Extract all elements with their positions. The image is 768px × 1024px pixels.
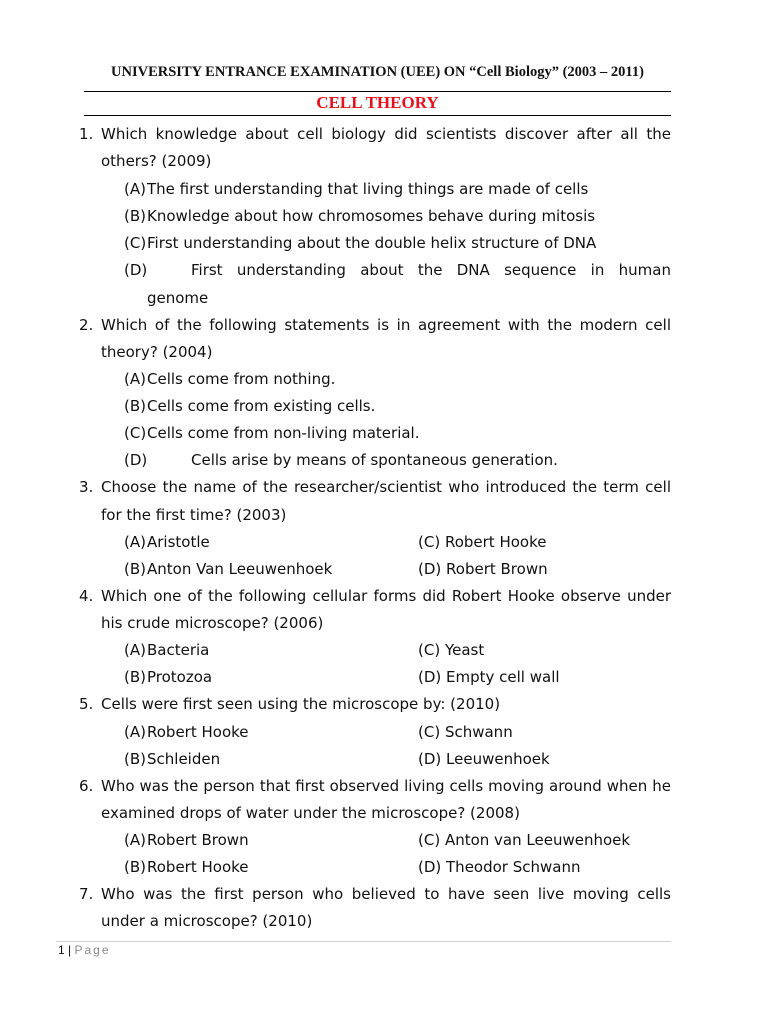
footer-divider: [56, 941, 671, 942]
option-letter: (D): [124, 451, 148, 469]
question-number: 1.: [79, 125, 94, 143]
question-number: 2.: [79, 316, 94, 334]
question-text-line: others? (2009): [101, 152, 212, 170]
question-text-line: for the first time? (2003): [101, 506, 287, 524]
option-a-text[interactable]: Bacteria: [147, 641, 210, 659]
q1-option-d-continuation: genome: [147, 289, 209, 307]
page-footer: [58, 943, 111, 957]
option-b-text[interactable]: Anton Van Leeuwenhoek: [147, 560, 333, 578]
question-text-line: Who was the first person who believed to have seen live moving cells: [101, 885, 671, 903]
question-number: 5.: [79, 695, 94, 713]
option-text: Cells arise by means of spontaneous generation.: [191, 451, 558, 469]
option-b-text[interactable]: Schleiden: [147, 750, 221, 768]
page-number: 1: [58, 943, 65, 957]
option-letter: (C): [124, 424, 147, 442]
option-letter: (B): [124, 397, 146, 415]
question-number: 3.: [79, 478, 94, 496]
option-d-text[interactable]: (D) Leeuwenhoek: [418, 750, 550, 768]
option-a-text[interactable]: Aristotle: [147, 533, 210, 551]
option-a-text[interactable]: Robert Brown: [147, 831, 249, 849]
title-rule-bottom: [84, 115, 671, 116]
option-letter: (A): [124, 370, 146, 388]
option-letter: (B): [124, 750, 146, 768]
option-b-text[interactable]: Robert Hooke: [147, 858, 249, 876]
option-letter: (C): [124, 234, 147, 252]
question-text-line: his crude microscope? (2006): [101, 614, 324, 632]
question-text-line: theory? (2004): [101, 343, 213, 361]
section-title: CELL THEORY: [316, 93, 439, 112]
question-number: 4.: [79, 587, 94, 605]
option-a-text[interactable]: Robert Hooke: [147, 723, 249, 741]
question-text-line: Which knowledge about cell biology did scientists discover after all the: [101, 125, 671, 143]
option-b-text[interactable]: Protozoa: [147, 668, 213, 686]
option-c-text[interactable]: (C) Robert Hooke: [418, 533, 547, 551]
option-letter: (D): [124, 261, 148, 279]
exam-title: UNIVERSITY ENTRANCE EXAMINATION (UEE) ON “Cell Biology” (2003 – 2011): [111, 64, 644, 80]
question-text-line: Cells were first seen using the microscope by: (2010): [101, 695, 501, 713]
option-text: Cells come from nothing.: [147, 370, 336, 388]
option-text: The first understanding that living things are made of cells: [147, 180, 589, 198]
title-rule-top: [84, 91, 671, 92]
option-text: First understanding about the DNA sequence in human: [191, 261, 671, 279]
question-text-line: under a microscope? (2010): [101, 912, 313, 930]
option-letter: (B): [124, 858, 146, 876]
option-letter: (A): [124, 723, 146, 741]
option-letter: (A): [124, 831, 146, 849]
option-letter: (B): [124, 668, 146, 686]
question-number: 6.: [79, 777, 94, 795]
footer-separator: |: [68, 943, 72, 957]
option-text: Knowledge about how chromosomes behave during mitosis: [147, 207, 596, 225]
option-letter: (A): [124, 641, 146, 659]
option-c-text[interactable]: (C) Schwann: [418, 723, 513, 741]
option-d-text[interactable]: (D) Robert Brown: [418, 560, 548, 578]
option-text: First understanding about the double helix structure of DNA: [147, 234, 597, 252]
question-text-line: Who was the person that first observed living cells moving around when he: [101, 777, 671, 795]
page-label: Page: [74, 943, 111, 957]
option-text: Cells come from existing cells.: [147, 397, 376, 415]
option-letter: (B): [124, 207, 146, 225]
question-text-line: examined drops of water under the microscope? (2008): [101, 804, 520, 822]
question-text-line: Which one of the following cellular forms did Robert Hooke observe under: [101, 587, 671, 605]
question-text-line: Which of the following statements is in agreement with the modern cell: [101, 316, 671, 334]
option-letter: (A): [124, 180, 146, 198]
option-letter: (B): [124, 560, 146, 578]
option-d-text[interactable]: (D) Empty cell wall: [418, 668, 560, 686]
question-number: 7.: [79, 885, 94, 903]
option-d-text[interactable]: (D) Theodor Schwann: [418, 858, 581, 876]
option-c-text[interactable]: (C) Anton van Leeuwenhoek: [418, 831, 631, 849]
option-c-text[interactable]: (C) Yeast: [418, 641, 485, 659]
question-text-line: Choose the name of the researcher/scientist who introduced the term cell: [101, 478, 671, 496]
option-letter: (A): [124, 533, 146, 551]
option-text: Cells come from non-living material.: [147, 424, 420, 442]
